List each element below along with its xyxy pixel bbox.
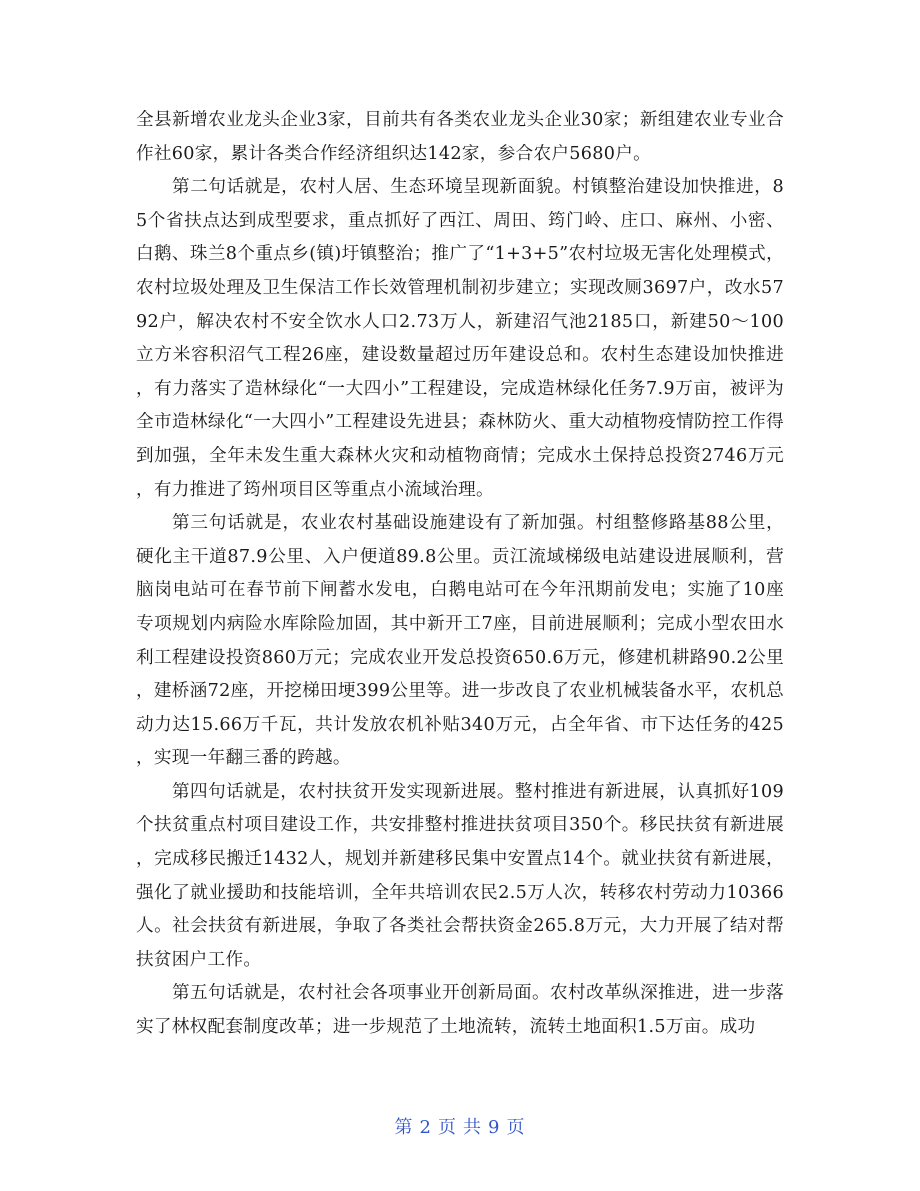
- current-page-number: 2: [419, 1117, 432, 1138]
- page-label-suffix: 页: [506, 1117, 526, 1138]
- page-label-mid2: 共: [463, 1117, 482, 1138]
- paragraph-4: 第四句话就是，农村扶贫开发实现新进展。整村推进有新进展，认真抓好109个扶贫重点村项目建设工作，共安排整村推进扶贫项目350个。移民扶贫有新进展，完成移民搬迁1432人，规划并新建移民集中安置点14个。就业扶贫有新进展，强化了就业援助和技能培训，全年共培训农民2.5万人次，转移农村劳动力10366人。社会扶贫有新进展，争取了各类社会帮扶资金265.8万元，大力开展了结对帮扶贫困户工作。: [136, 781, 784, 970]
- page-label-mid1: 页: [438, 1117, 457, 1138]
- paragraph-1: 全县新增农业龙头企业3家，目前共有各类农业龙头企业30家；新组建农业专业合作社60家，累计各类合作经济组织达142家，参合农户5680户。: [136, 110, 784, 164]
- total-pages-number: 9: [488, 1117, 501, 1138]
- page-number-footer: [0, 1113, 920, 1139]
- paragraph-5: 第五句话就是，农村社会各项事业开创新局面。农村改革纵深推进，进一步落实了林权配套制度改革；进一步规范了土地流转，流转土地面积1.5万亩。成功: [136, 983, 784, 1038]
- paragraph-2: 第二句话就是，农村人居、生态环境呈现新面貌。村镇整治建设加快推进，85个省扶点达到成型要求，重点抓好了西江、周田、筠门岭、庄口、麻州、小密、白鹅、珠兰8个重点乡(镇)圩镇整治；推广了“1+3+5”农村垃圾无害化处理模式，农村垃圾处理及卫生保洁工作长效管理机制初步建立；实现改厕3697户，改水5792户，解决农村不安全饮水人口2.73万人，新建沼气池2185口，新建50～100立方米容积沼气工程26座，建设数量超过历年建设总和。农村生态建设加快推进，有力落实了造林绿化“一大四小”工程建设，完成造林绿化任务7.9万亩，被评为全市造林绿化“一大四小”工程建设先进县；森林防火、重大动植物疫情防控工作得到加强，全年未发生重大森林火灾和动植物商情；完成水土保持总投资2746万元，有力推进了筠州项目区等重点小流域治理。: [136, 177, 784, 500]
- paragraph-3: 第三句话就是，农业农村基础设施建设有了新加强。村组整修路基88公里，硬化主干道87.9公里、入户便道89.8公里。贡江流域梯级电站建设进展顺利，营脑岗电站可在春节前下闸蓄水发电，白鹅电站可在今年汛期前发电；实施了10座专项规划内病险水库除险加固，其中新开工7座，目前进展顺利；完成小型农田水利工程建设投资860万元；完成农业开发总投资650.6万元，修建机耕路90.2公里，建桥涵72座，开挖梯田埂399公里等。进一步改良了农业机械装备水平，农机总动力达15.66万千瓦，共计发放农机补贴340万元，占全年省、市下达任务的425，实现一年翻三番的跨越。: [136, 513, 784, 769]
- document-body: [136, 104, 784, 1045]
- page-label-prefix: 第: [394, 1117, 414, 1138]
